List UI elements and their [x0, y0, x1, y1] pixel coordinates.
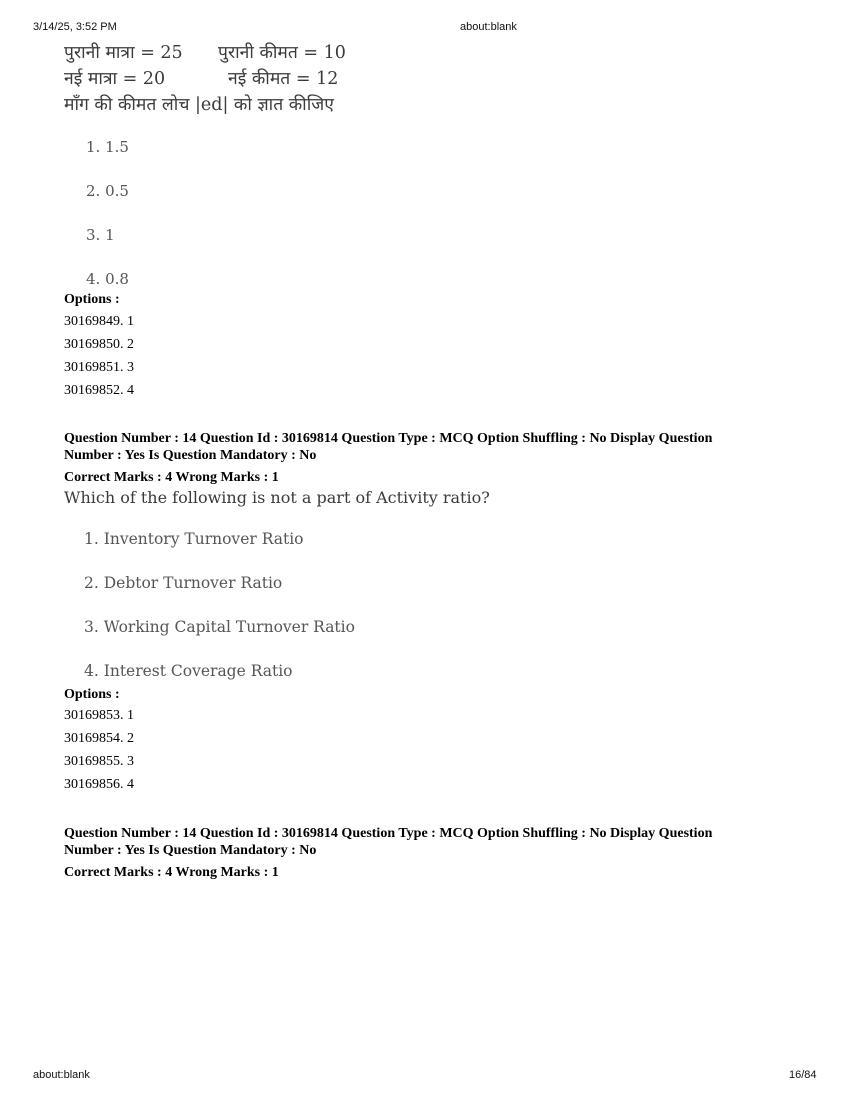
question-meta [64, 430, 712, 464]
page-number: 16/84 [789, 1069, 817, 1081]
question-text: माँग की कीमत लोच |ed| को ज्ञात कीजिए [64, 95, 334, 115]
option-id: 30169850. 2 [64, 337, 134, 352]
print-url: about:blank [460, 21, 517, 33]
option-id: 30169853. 1 [64, 708, 134, 723]
choice-1: 1. 1.5 [86, 138, 129, 156]
choice-3: 3. 1 [86, 226, 115, 244]
question-meta-line2: Number : Yes Is Question Mandatory : No [64, 843, 317, 858]
option-id: 30169855. 3 [64, 754, 134, 769]
question-marks: Correct Marks : 4 Wrong Marks : 1 [64, 865, 279, 880]
option-id: 30169852. 4 [64, 383, 134, 398]
options-label: Options : [64, 292, 120, 307]
choice-4: 4. Interest Coverage Ratio [84, 662, 293, 680]
choice-3: 3. Working Capital Turnover Ratio [84, 618, 355, 636]
question-stem: Which of the following is not a part of Activity ratio? [64, 488, 490, 507]
old-quantity: पुरानी मात्रा = 25 [64, 43, 183, 63]
question-meta [64, 825, 712, 859]
question-marks: Correct Marks : 4 Wrong Marks : 1 [64, 470, 279, 485]
new-price: नई कीमत = 12 [228, 69, 339, 89]
choice-4: 4. 0.8 [86, 270, 129, 288]
choice-2: 2. Debtor Turnover Ratio [84, 574, 283, 592]
old-price: पुरानी कीमत = 10 [218, 43, 346, 63]
question-meta-line2: Number : Yes Is Question Mandatory : No [64, 448, 317, 463]
question-meta-line1: Question Number : 14 Question Id : 30169814 Question Type : MCQ Option Shuffling : No Display Question [64, 431, 713, 446]
new-quantity: नई मात्रा = 20 [64, 69, 166, 89]
question-meta-line1: Question Number : 14 Question Id : 30169814 Question Type : MCQ Option Shuffling : No Display Question [64, 826, 713, 841]
option-id: 30169851. 3 [64, 360, 134, 375]
print-datetime: 3/14/25, 3:52 PM [33, 21, 117, 33]
option-id: 30169856. 4 [64, 777, 134, 792]
option-id: 30169849. 1 [64, 314, 134, 329]
footer-url: about:blank [33, 1069, 90, 1081]
option-id: 30169854. 2 [64, 731, 134, 746]
options-label: Options : [64, 687, 120, 702]
choice-1: 1. Inventory Turnover Ratio [84, 530, 304, 548]
choice-2: 2. 0.5 [86, 182, 129, 200]
